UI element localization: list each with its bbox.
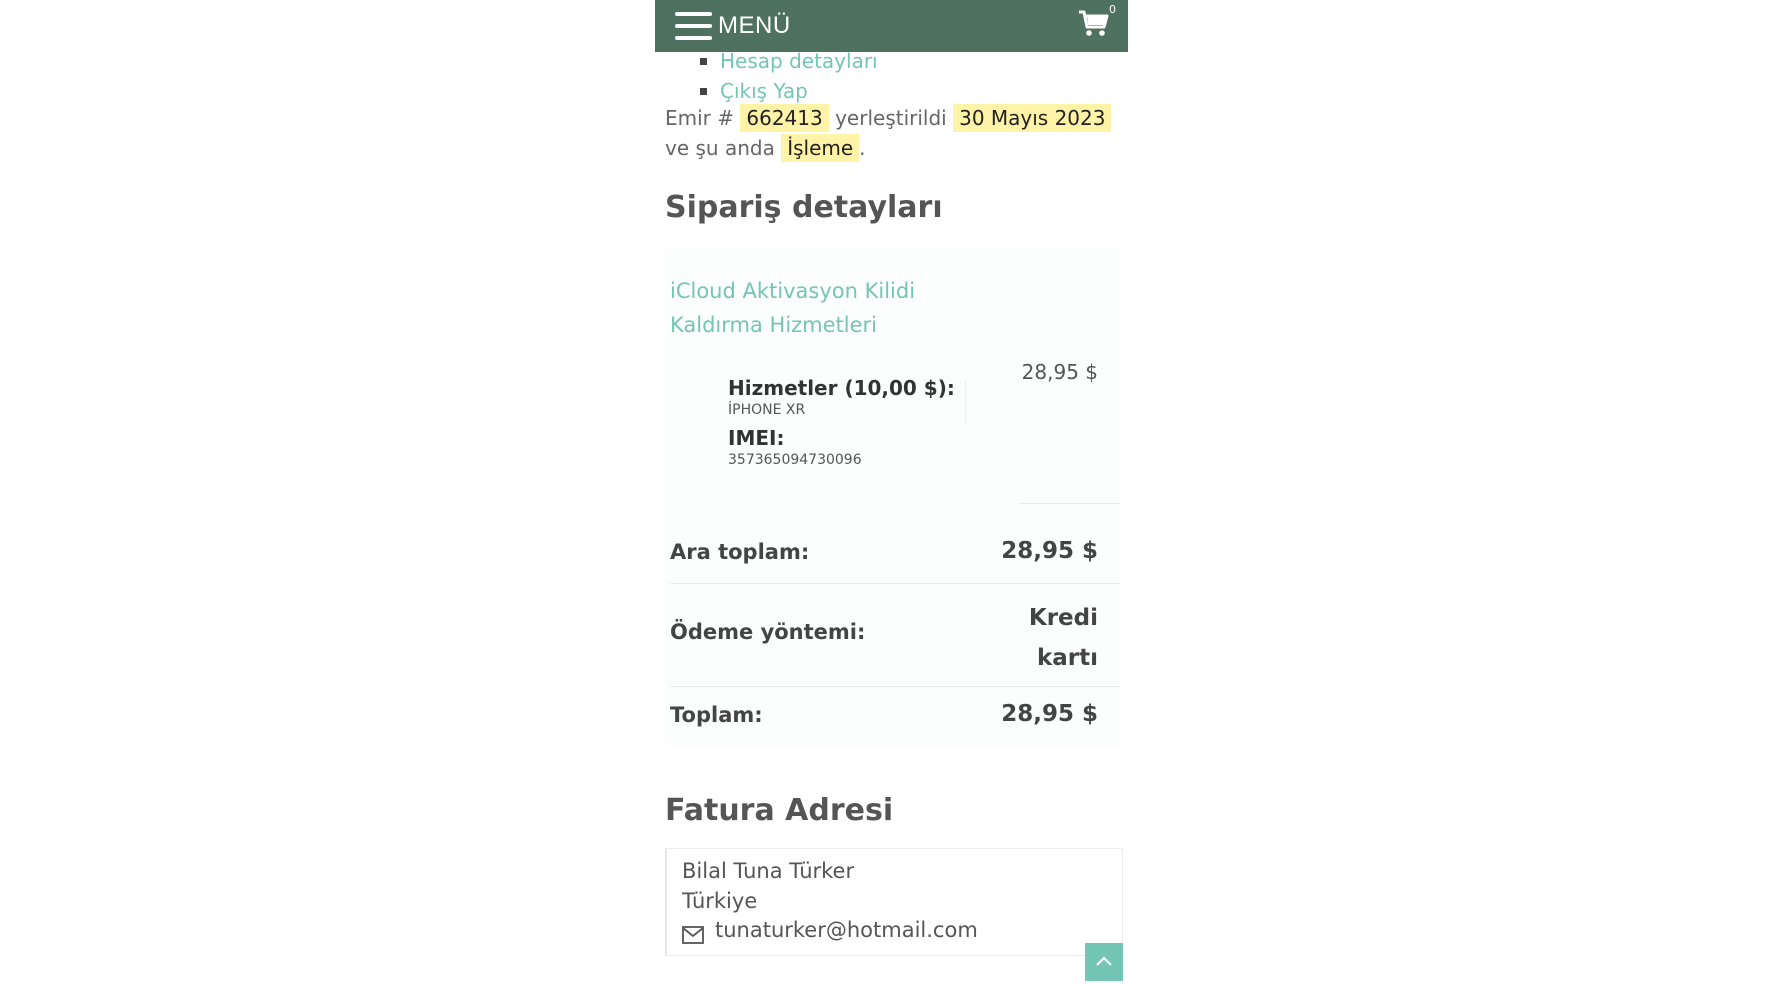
row-divider <box>670 686 1120 687</box>
row-divider <box>670 583 1120 584</box>
envelope-icon <box>682 926 704 944</box>
nav-item-label[interactable]: Hesap detayları <box>720 49 878 73</box>
nav-item-label[interactable]: Çıkış Yap <box>720 79 808 103</box>
column-divider <box>965 380 966 426</box>
order-status-text <box>665 103 1125 163</box>
order-details-heading: Sipariş detayları <box>665 190 943 225</box>
billing-address-box <box>665 848 1123 956</box>
nav-item-logout[interactable] <box>700 76 878 106</box>
status-prefix: Emir # <box>665 106 735 130</box>
order-number: 662413 <box>740 104 828 132</box>
order-details-table <box>665 250 1120 747</box>
menu-label[interactable]: MENÜ <box>718 12 791 39</box>
back-to-top-button[interactable] <box>1085 943 1123 981</box>
nav-item-account-details[interactable] <box>700 46 878 76</box>
billing-name: Bilal Tuna Türker <box>682 859 855 883</box>
total-label: Toplam: <box>670 703 763 727</box>
meta-key-imei: IMEI: <box>728 426 785 450</box>
total-value: 28,95 $ <box>1001 701 1098 727</box>
meta-value-device: İPHONE XR <box>728 402 806 418</box>
payment-method-label: Ödeme yöntemi: <box>670 620 866 644</box>
billing-country: Türkiye <box>682 889 758 913</box>
product-link[interactable]: iCloud Aktivasyon Kilidi Kaldırma Hizmetleri <box>670 279 916 337</box>
order-status: İşleme <box>781 134 859 162</box>
payment-method-value <box>1029 598 1098 678</box>
chevron-up-icon <box>1085 943 1123 981</box>
account-nav <box>700 46 878 106</box>
status-middle-text: ve şu anda <box>665 136 775 160</box>
item-price: 28,95 $ <box>1021 360 1098 384</box>
order-page <box>655 0 1128 1000</box>
meta-value-imei: 357365094730096 <box>728 452 862 468</box>
top-bar <box>655 0 1128 52</box>
meta-key-services: Hizmetler (10,00 $): <box>728 376 955 400</box>
status-placed-text: yerleştirildi <box>835 106 947 130</box>
cart-count-badge: 0 <box>1109 3 1116 16</box>
item-meta <box>728 376 955 476</box>
payment-method-line1: Kredi <box>1028 605 1098 631</box>
subtotal-value: 28,95 $ <box>1001 538 1098 564</box>
payment-method-line2: kartı <box>1036 645 1098 671</box>
cart-icon[interactable] <box>1078 9 1110 37</box>
hamburger-icon[interactable] <box>675 12 712 42</box>
row-divider <box>1019 503 1120 504</box>
billing-address-heading: Fatura Adresi <box>665 793 894 828</box>
billing-email: tunaturker@hotmail.com <box>715 918 978 942</box>
order-date: 30 Mayıs 2023 <box>953 104 1111 132</box>
subtotal-label: Ara toplam: <box>670 540 810 564</box>
status-suffix: . <box>859 136 866 160</box>
